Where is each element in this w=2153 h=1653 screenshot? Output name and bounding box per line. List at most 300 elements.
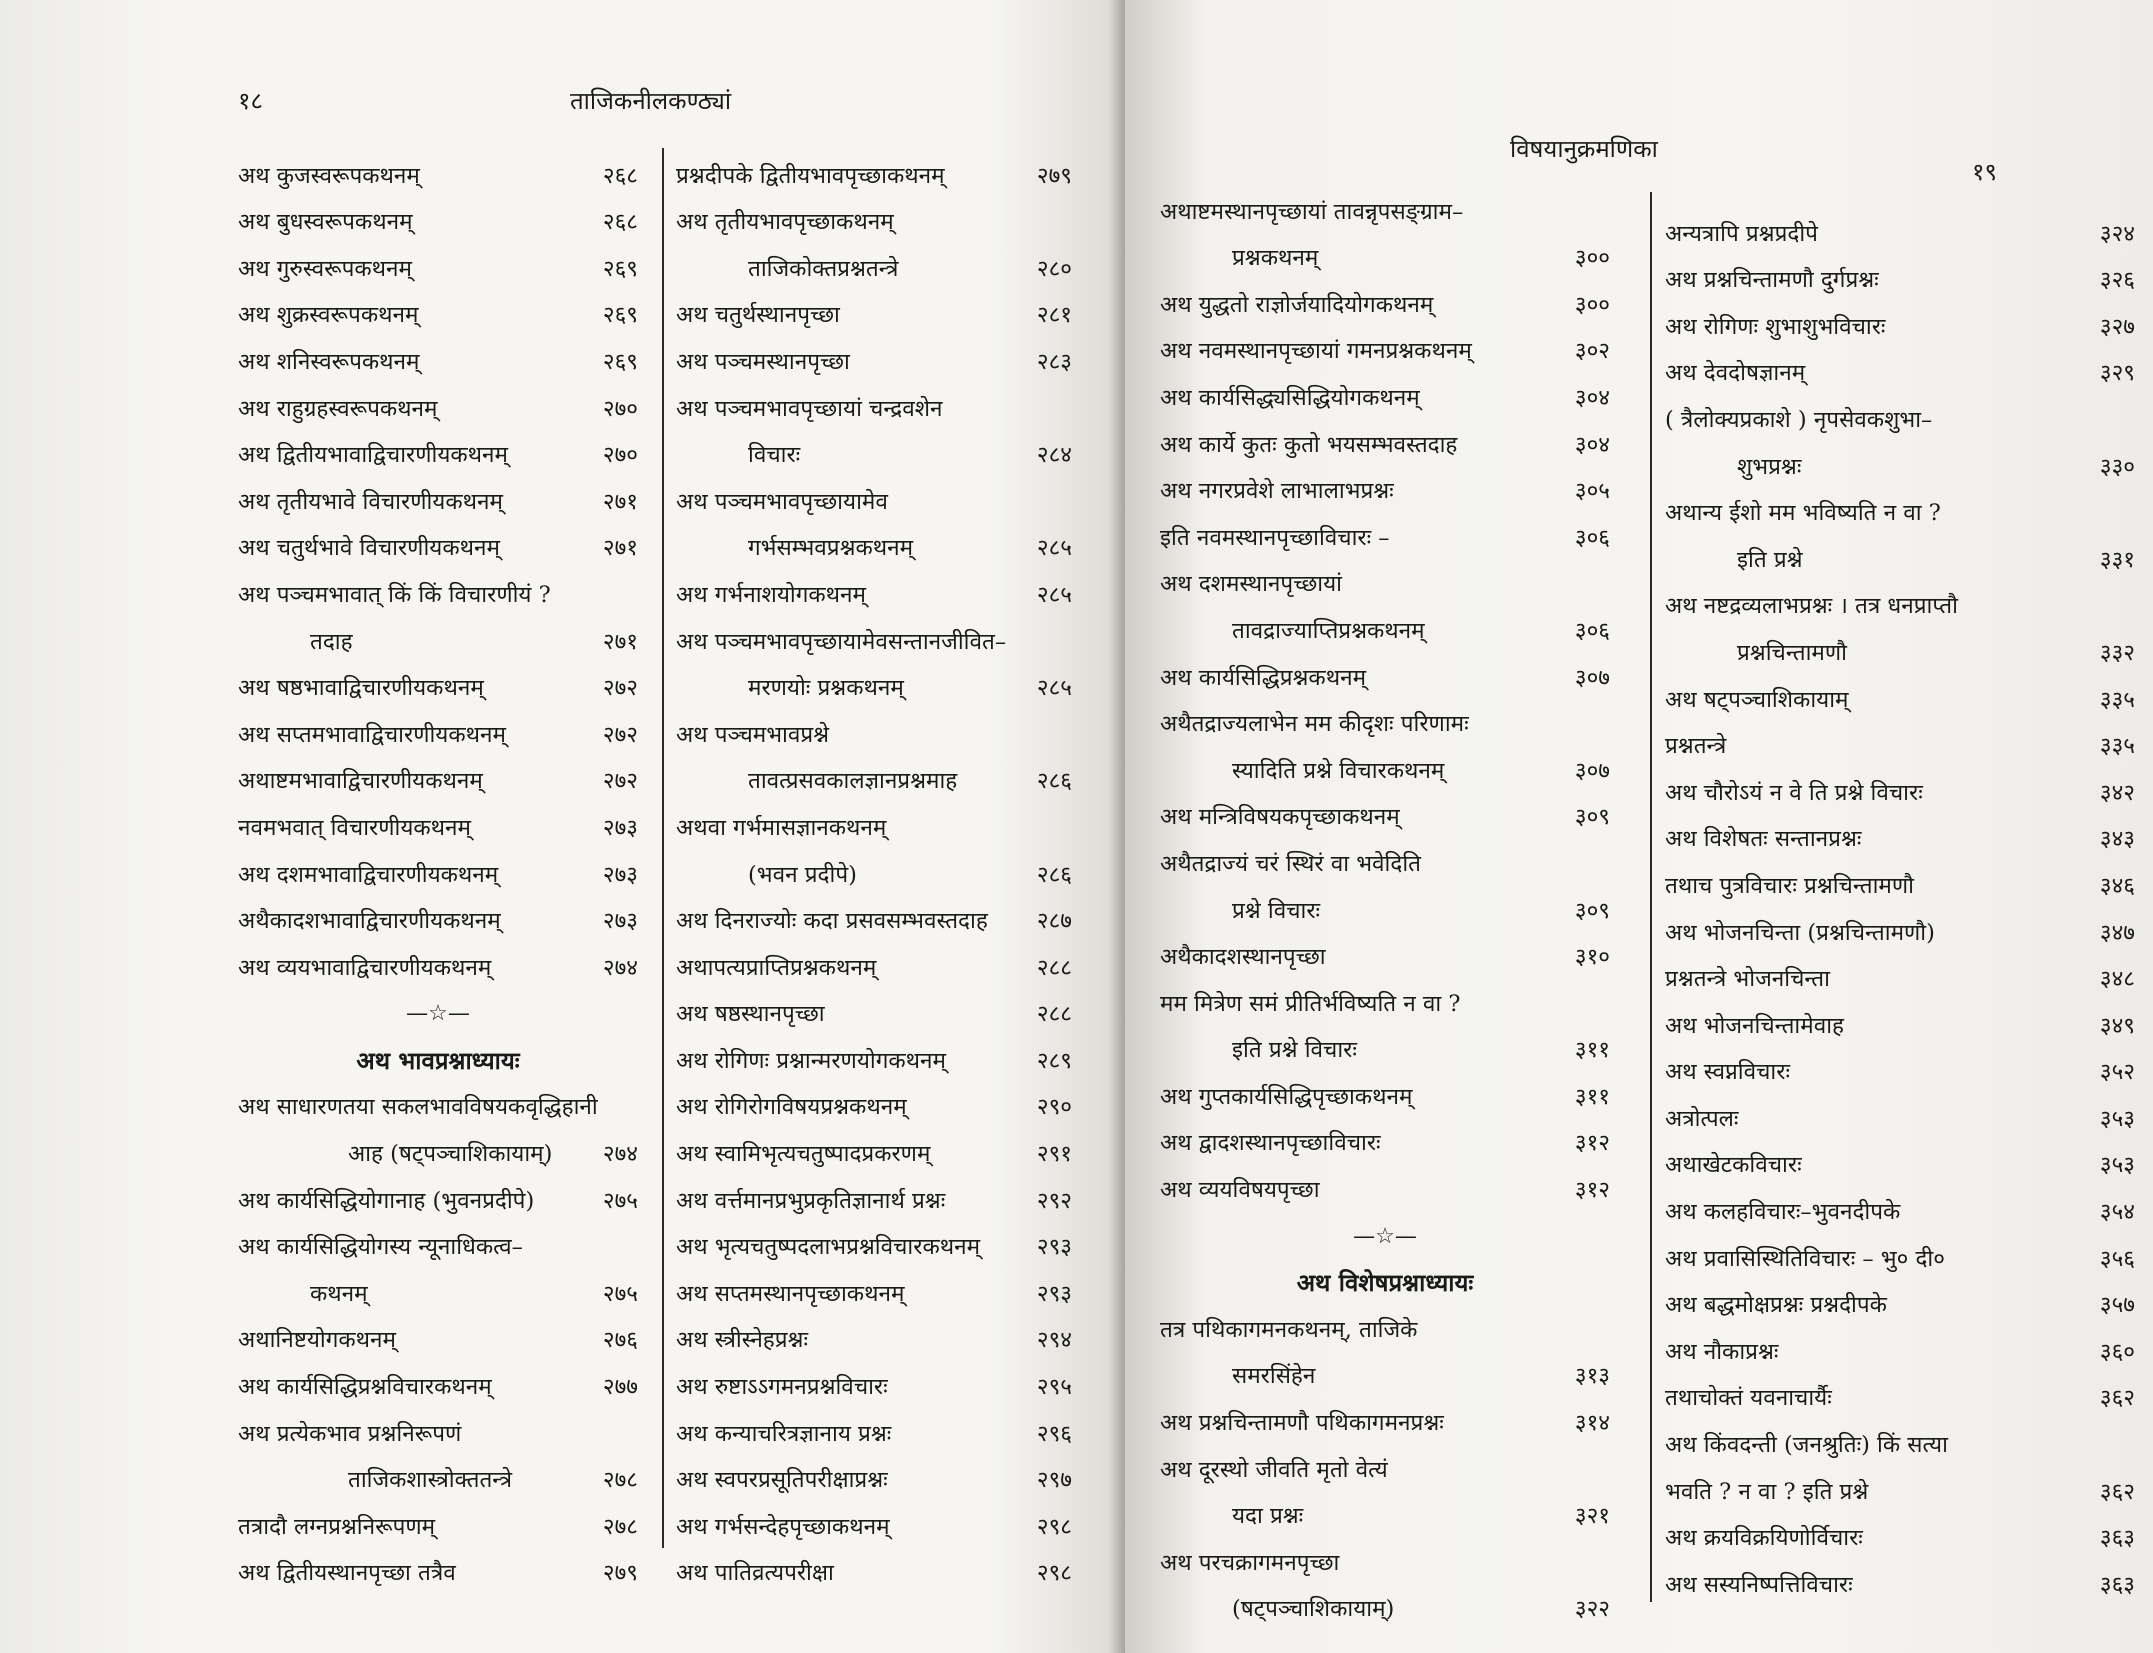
toc-entry <box>238 1074 638 1121</box>
toc-entry-page-number: ३१० <box>1574 944 1610 971</box>
toc-entry-title: कथनम् <box>310 1280 368 1307</box>
toc-entry-title: ( त्रैलोक्यप्रकाशे ) नृपसेवकशुभा– <box>1665 406 1933 433</box>
toc-entry-page-number: ३०७ <box>1574 664 1610 691</box>
toc-entry <box>676 1307 1072 1354</box>
toc-entry <box>1665 293 2135 340</box>
toc-entry <box>676 841 1072 888</box>
toc-entry-title: विचारः <box>748 442 801 469</box>
toc-entry-page-number: २८७ <box>1036 908 1072 935</box>
toc-entry <box>1665 713 2135 760</box>
toc-entry-title: अत्रोत्पलः <box>1665 1105 1739 1132</box>
toc-entry-title: अथाष्टमभावाद्विचारणीयकथनम् <box>238 768 483 795</box>
toc-entry <box>676 1120 1072 1167</box>
toc-entry-title: अथ रोगिरोगविषयप्रश्नकथनम् <box>676 1094 907 1121</box>
toc-entry <box>676 1447 1072 1494</box>
toc-entry-page-number: २९८ <box>1036 1513 1072 1540</box>
toc-entry-title: अथ गर्भसन्देहपृच्छाकथनम् <box>676 1513 890 1540</box>
toc-entry <box>1665 1225 2135 1272</box>
toc-entry-page-number: २८४ <box>1036 442 1072 469</box>
toc-entry <box>676 1214 1072 1261</box>
toc-column <box>1665 200 2135 1598</box>
toc-entry-page-number: २९३ <box>1036 1280 1072 1307</box>
toc-entry-page-number: ३४२ <box>2099 779 2135 806</box>
toc-entry-page-number: ३३० <box>2099 453 2135 480</box>
toc-entry <box>676 608 1072 655</box>
toc-entry <box>238 701 638 748</box>
toc-entry-title: अथ परचक्रागमनपृच्छा <box>1160 1549 1340 1576</box>
toc-entry-title: अथाखेटकविचारः <box>1665 1152 1802 1179</box>
toc-entry-page-number: २८९ <box>1036 1047 1072 1074</box>
toc-entry <box>238 235 638 282</box>
toc-entry-title: अथ तृतीयभावपृच्छाकथनम् <box>676 209 894 236</box>
toc-entry-page-number: २७३ <box>602 861 638 888</box>
toc-entry-title: प्रश्नतन्त्रे भोजनचिन्ता <box>1665 966 1830 993</box>
toc-entry <box>1665 992 2135 1039</box>
toc-entry <box>1160 504 1610 551</box>
toc-entry <box>1665 480 2135 527</box>
toc-entry-title: अथ नौकाप्रश्नः <box>1665 1338 1779 1365</box>
toc-entry <box>676 1167 1072 1214</box>
toc-entry-page-number: ३५४ <box>2099 1199 2135 1226</box>
toc-entry-title: अथ वर्त्तमानप्रभुप्रकृतिज्ञानार्थ प्रश्नः <box>676 1187 946 1214</box>
toc-entry-title: तावत्प्रसवकालज्ञानप्रश्नमाह <box>748 768 958 795</box>
toc-entry <box>676 282 1072 329</box>
toc-entry-title: अथ कार्यसिद्धिप्रश्नविचारकथनम् <box>238 1374 492 1401</box>
toc-entry-title: तत्रादौ लग्नप्रश्ननिरूपणम् <box>238 1513 436 1540</box>
toc-entry-title: अथ दशमभावाद्विचारणीयकथनम् <box>238 861 499 888</box>
toc-entry-page-number: ३०४ <box>1574 384 1610 411</box>
toc-entry <box>676 888 1072 935</box>
toc-entry-title: अथ भोजनचिन्तामेवाह <box>1665 1012 1844 1039</box>
toc-entry-page-number: ३०९ <box>1574 897 1610 924</box>
toc-entry <box>1160 411 1610 458</box>
toc-entry-title: (षट्पञ्चाशिकायाम्) <box>1232 1596 1395 1623</box>
toc-entry-title: अथ कार्यसिद्ध्यसिद्धियोगकथनम् <box>1160 384 1420 411</box>
toc-entry-title: अथ पञ्चमभावपृच्छायां चन्द्रवशेन <box>676 395 943 422</box>
toc-entry-page-number: ३२९ <box>2099 360 2135 387</box>
toc-entry <box>238 189 638 236</box>
toc-entry <box>676 1260 1072 1307</box>
toc-entry-title: प्रश्नदीपके द्वितीयभावपृच्छाकथनम् <box>676 162 945 189</box>
toc-entry <box>1665 1085 2135 1132</box>
toc-entry <box>1665 247 2135 294</box>
toc-entry-page-number: २९६ <box>1036 1420 1072 1447</box>
toc-entry <box>238 1120 638 1167</box>
toc-entry-page-number: २९८ <box>1036 1560 1072 1587</box>
toc-entry-page-number: ३२१ <box>1574 1503 1610 1530</box>
toc-entry-page-number: २६९ <box>602 255 638 282</box>
toc-entry <box>238 282 638 329</box>
column-divider <box>662 148 664 1548</box>
toc-entry-title: अथ कार्ये कुतः कुतो भयसम्भवस्तदाह <box>1160 431 1458 458</box>
toc-entry-page-number: २७२ <box>602 768 638 795</box>
toc-entry <box>1160 364 1610 411</box>
toc-entry <box>1665 1039 2135 1086</box>
toc-entry-page-number: ३०४ <box>1574 431 1610 458</box>
toc-entry-page-number: ३६० <box>2099 1338 2135 1365</box>
toc-entry-title: अथ रुष्टाऽऽगमनप्रश्नविचारः <box>676 1374 888 1401</box>
toc-entry <box>238 468 638 515</box>
toc-entry-page-number: ३५३ <box>2099 1105 2135 1132</box>
toc-entry <box>676 1074 1072 1121</box>
toc-entry-page-number: २७० <box>602 442 638 469</box>
toc-entry <box>1160 691 1610 738</box>
toc-entry <box>676 328 1072 375</box>
toc-entry <box>1665 1411 2135 1458</box>
toc-entry-title: अथ दशमस्थानपृच्छायां <box>1160 571 1342 598</box>
toc-entry <box>238 328 638 375</box>
toc-entry <box>1160 318 1610 365</box>
toc-entry-page-number: २७२ <box>602 675 638 702</box>
toc-entry <box>1665 1132 2135 1179</box>
toc-entry-page-number: ३४३ <box>2099 826 2135 853</box>
toc-entry-title: अथ गर्भनाशयोगकथनम् <box>676 581 866 608</box>
toc-column <box>676 142 1072 1586</box>
toc-entry-title: अथैतद्राज्यलाभेन मम कीदृशः परिणामः <box>1160 711 1469 738</box>
toc-entry <box>676 422 1072 469</box>
toc-entry-page-number: ३४८ <box>2099 966 2135 993</box>
toc-entry-page-number: ३६३ <box>2099 1525 2135 1552</box>
toc-entry <box>1665 200 2135 247</box>
toc-entry-page-number: ३५७ <box>2099 1292 2135 1319</box>
toc-entry-title: अथ व्ययविषयपृच्छा <box>1160 1177 1320 1204</box>
toc-entry <box>238 1493 638 1540</box>
toc-entry-page-number: २६८ <box>602 162 638 189</box>
toc-entry <box>1665 340 2135 387</box>
toc-entry <box>676 1400 1072 1447</box>
toc-entry <box>1160 458 1610 505</box>
toc-entry-page-number: २७९ <box>1036 162 1072 189</box>
toc-entry-title: अथैकादशभावाद्विचारणीयकथनम् <box>238 908 501 935</box>
toc-entry <box>1160 1576 1610 1623</box>
toc-entry-title: अथ चौरोऽयं न वे ति प्रश्ने विचारः <box>1665 779 1923 806</box>
toc-entry-page-number: २७५ <box>602 1280 638 1307</box>
toc-entry-title: अथ भोजनचिन्ता (प्रश्नचिन्तामणौ) <box>1665 919 1935 946</box>
toc-entry <box>1665 806 2135 853</box>
toc-entry <box>1160 1389 1610 1436</box>
toc-entry-title: अथ दिनराज्योः कदा प्रसवसम्भवस्तदाह <box>676 908 988 935</box>
toc-entry-page-number: ३१४ <box>1574 1410 1610 1437</box>
toc-entry-title: भवति ? न वा ? इति प्रश्ने <box>1665 1478 1869 1505</box>
toc-entry-page-number: २७२ <box>602 721 638 748</box>
toc-entry-title: आह (षट्पञ्चाशिकायाम्) <box>348 1141 553 1168</box>
toc-entry <box>1160 1529 1610 1576</box>
toc-entry-title: अथैतद्राज्यं चरं स्थिरं वा भवेदिति <box>1160 850 1421 877</box>
toc-entry-title: प्रश्नकथनम् <box>1232 245 1319 272</box>
toc-entry-title: अथ शुक्रस्वरूपकथनम् <box>238 302 419 329</box>
toc-entry-title: तथाच पुत्रविचारः प्रश्नचिन्तामणौ <box>1665 872 1914 899</box>
toc-entry-title: अथ कन्याचरित्रज्ञानाय प्रश्नः <box>676 1420 892 1447</box>
toc-entry <box>238 1214 638 1261</box>
toc-entry-title: अथ शनिस्वरूपकथनम् <box>238 348 420 375</box>
toc-entry <box>676 934 1072 981</box>
toc-entry-page-number: २६९ <box>602 348 638 375</box>
toc-entry-title: अन्यत्रापि प्रश्नप्रदीपे <box>1665 220 1818 247</box>
toc-entry-page-number: २७९ <box>602 1560 638 1587</box>
toc-entry <box>238 1447 638 1494</box>
toc-entry <box>676 235 1072 282</box>
toc-entry-title: अथ नष्टद्रव्यलाभप्रश्नः । तत्र धनप्राप्तौ <box>1665 593 1958 620</box>
toc-entry-page-number: ३०० <box>1574 291 1610 318</box>
toc-entry-page-number: २९५ <box>1036 1374 1072 1401</box>
toc-entry-title: अथ व्ययभावाद्विचारणीयकथनम् <box>238 954 492 981</box>
toc-entry-page-number: ३२७ <box>2099 313 2135 340</box>
toc-entry-title: अथ द्वादशस्थानपृच्छाविचारः <box>1160 1130 1381 1157</box>
toc-entry-page-number: २९४ <box>1036 1327 1072 1354</box>
toc-entry <box>1160 1436 1610 1483</box>
toc-entry-title: अथवा गर्भमासज्ञानकथनम् <box>676 814 887 841</box>
toc-entry <box>238 515 638 562</box>
toc-entry <box>1160 1063 1610 1110</box>
toc-entry-page-number: २७१ <box>602 535 638 562</box>
toc-entry-page-number: २७४ <box>602 1141 638 1168</box>
toc-entry <box>238 888 638 935</box>
toc-entry-title: अथ रोगिणः शुभाशुभविचारः <box>1665 313 1886 340</box>
toc-entry <box>1665 1272 2135 1319</box>
toc-entry-page-number: ३५६ <box>2099 1245 2135 1272</box>
toc-entry <box>1160 737 1610 784</box>
toc-entry-page-number: ३०५ <box>1574 478 1610 505</box>
toc-entry-title: अथ षष्ठस्थानपृच्छा <box>676 1001 825 1028</box>
toc-entry-title: अथ नगरप्रवेशे लाभालाभप्रश्नः <box>1160 478 1394 505</box>
running-head: ताजिकनीलकण्ठ्यां <box>570 87 732 115</box>
toc-entry <box>1160 1343 1610 1390</box>
toc-entry-title: अथ गुरुस्वरूपकथनम् <box>238 255 412 282</box>
toc-entry-page-number: ३४७ <box>2099 919 2135 946</box>
toc-entry-title: अथ प्रश्नचिन्तामणौ पथिकागमनप्रश्नः <box>1160 1410 1444 1437</box>
toc-entry-page-number: २७८ <box>602 1513 638 1540</box>
toc-entry <box>676 1353 1072 1400</box>
toc-entry <box>676 1493 1072 1540</box>
toc-entry <box>238 608 638 655</box>
toc-entry <box>1160 830 1610 877</box>
toc-entry-title: अथ षट्पञ्चाशिकायाम् <box>1665 686 1849 713</box>
toc-entry-title: अथाष्टमस्थानपृच्छायां तावन्नृपसङ्ग्राम– <box>1160 198 1464 225</box>
toc-entry <box>1160 1017 1610 1064</box>
toc-entry <box>676 981 1072 1028</box>
toc-entry-page-number: २७६ <box>602 1327 638 1354</box>
toc-entry-title: अथ युद्धतो राज्ञोर्जयादियोगकथनम् <box>1160 291 1434 318</box>
toc-entry <box>1160 1156 1610 1203</box>
toc-entry <box>676 1027 1072 1074</box>
toc-entry-title: अथ क्रयविक्रयिणोर्विचारः <box>1665 1525 1863 1552</box>
toc-entry-title: अथ द्वितीयस्थानपृच्छा तत्रैव <box>238 1560 456 1587</box>
toc-entry-page-number: २८५ <box>1036 675 1072 702</box>
toc-entry-title: अथ पञ्चमभावात् किं किं विचारणीयं ? <box>238 581 551 608</box>
toc-entry-title: अथ चतुर्थभावे विचारणीयकथनम् <box>238 535 500 562</box>
toc-entry-title: अथ भृत्यचतुष्पदलाभप्रश्नविचारकथनम् <box>676 1234 981 1261</box>
toc-entry <box>1665 619 2135 666</box>
toc-entry-title: अथ प्रवासिस्थितिविचारः – भु० दी० <box>1665 1245 1945 1272</box>
toc-entry <box>1160 1296 1610 1343</box>
toc-entry-title: अथैकादशस्थानपृच्छा <box>1160 944 1326 971</box>
toc-entry-title: अथ स्वामिभृत्यचतुष्पादप्रकरणम् <box>676 1141 931 1168</box>
toc-entry-title: अथ गुप्तकार्यसिद्धिपृच्छाकथनम् <box>1160 1083 1413 1110</box>
toc-entry <box>676 189 1072 236</box>
section-heading: अथ विशेषप्रश्नाध्यायः <box>1296 1268 1474 1298</box>
toc-entry-page-number: ३५३ <box>2099 1152 2135 1179</box>
toc-entry-title: अथानिष्टयोगकथनम् <box>238 1327 396 1354</box>
toc-entry-title: अथ किंवदन्ती (जनश्रुतिः) किं सत्या <box>1665 1432 1948 1459</box>
toc-entry-title: इति नवमस्थानपृच्छाविचारः – <box>1160 524 1390 551</box>
toc-entry-title: अथ प्रश्नचिन्तामणौ दुर्गप्रश्नः <box>1665 267 1879 294</box>
toc-entry-title: इति प्रश्ने विचारः <box>1232 1037 1357 1064</box>
toc-entry <box>238 934 638 981</box>
toc-entry-page-number: २७८ <box>602 1467 638 1494</box>
toc-entry <box>1665 526 2135 573</box>
toc-entry-page-number: २७१ <box>602 488 638 515</box>
running-head: विषयानुक्रमणिका <box>1510 135 1658 163</box>
toc-entry-page-number: २९१ <box>1036 1141 1072 1168</box>
toc-entry-title: अथ तृतीयभावे विचारणीयकथनम् <box>238 488 503 515</box>
page-number: १९ <box>1972 158 1997 186</box>
toc-entry <box>676 794 1072 841</box>
toc-entry-title: अथ कार्यसिद्धियोगानाह (भुवनप्रदीपे) <box>238 1187 535 1214</box>
toc-entry <box>1160 877 1610 924</box>
toc-entry-title: अथ द्वितीयभावाद्विचारणीयकथनम् <box>238 442 508 469</box>
column-divider <box>1650 192 1652 1602</box>
toc-entry-title: नवमभवात् विचारणीयकथनम् <box>238 814 471 841</box>
toc-entry-page-number: २९२ <box>1036 1187 1072 1214</box>
toc-entry <box>676 515 1072 562</box>
toc-entry-page-number: ३६३ <box>2099 1571 2135 1598</box>
toc-entry-page-number: २७१ <box>602 628 638 655</box>
toc-entry-page-number: २८८ <box>1036 1001 1072 1028</box>
toc-entry-page-number: ३२२ <box>1574 1596 1610 1623</box>
toc-entry-title: गर्भसम्भवप्रश्नकथनम् <box>748 535 914 562</box>
toc-entry-title: तत्र पथिकागमनकथनम्, ताजिके <box>1160 1316 1418 1343</box>
toc-entry-page-number: ३०० <box>1574 245 1610 272</box>
toc-entry <box>1665 899 2135 946</box>
toc-entry-title: प्रश्नतन्त्रे <box>1665 733 1727 760</box>
toc-entry-title: अथ पातिव्रत्यपरीक्षा <box>676 1560 834 1587</box>
toc-entry <box>238 422 638 469</box>
toc-entry-page-number: ३०७ <box>1574 757 1610 784</box>
toc-entry-page-number: २७० <box>602 395 638 422</box>
toc-entry-title: अथ रोगिणः प्रश्नान्मरणयोगकथनम् <box>676 1047 946 1074</box>
toc-entry-page-number: २८५ <box>1036 581 1072 608</box>
toc-entry <box>238 748 638 795</box>
toc-entry <box>238 794 638 841</box>
toc-entry <box>238 375 638 422</box>
toc-entry-title: अथ राहुग्रहस्वरूपकथनम् <box>238 395 438 422</box>
toc-entry-title: अथ पञ्चमभावपृच्छायामेव <box>676 488 888 515</box>
toc-entry <box>238 655 638 702</box>
toc-entry-page-number: ३१२ <box>1574 1130 1610 1157</box>
toc-entry-page-number: ३३२ <box>2099 639 2135 666</box>
toc-entry <box>1160 970 1610 1017</box>
toc-entry-page-number: २८६ <box>1036 768 1072 795</box>
toc-entry-title: अथ पञ्चमभावप्रश्ने <box>676 721 830 748</box>
toc-entry-page-number: २८१ <box>1036 302 1072 329</box>
page-number: १८ <box>238 87 263 115</box>
toc-entry-title: अथ कार्यसिद्धियोगस्य न्यूनाधिकत्व– <box>238 1234 523 1261</box>
toc-entry <box>676 468 1072 515</box>
toc-entry-page-number: २७५ <box>602 1187 638 1214</box>
toc-entry-title: अथ प्रत्येकभाव प्रश्ननिरूपणं <box>238 1420 462 1447</box>
toc-entry-page-number: ३०६ <box>1574 524 1610 551</box>
toc-entry <box>1665 759 2135 806</box>
toc-entry-title: ताजिकोक्तप्रश्नतन्त्रे <box>748 255 899 282</box>
toc-entry <box>1665 1365 2135 1412</box>
toc-entry-title: शुभप्रश्नः <box>1737 453 1802 480</box>
toc-entry-title: अथ पञ्चमभावपृच्छायामेवसन्तानजीवित– <box>676 628 1007 655</box>
toc-entry-title: अथापत्यप्राप्तिप्रश्नकथनम् <box>676 954 877 981</box>
toc-entry-page-number: २६९ <box>602 302 638 329</box>
toc-entry-title: अथान्य ईशो मम भविष्यति न वा ? <box>1665 500 1941 527</box>
toc-entry-title: अथ सप्तमभावाद्विचारणीयकथनम् <box>238 721 506 748</box>
toc-entry <box>676 655 1072 702</box>
toc-entry-page-number: ३४९ <box>2099 1012 2135 1039</box>
toc-entry-page-number: ३०६ <box>1574 617 1610 644</box>
toc-entry-page-number: २७३ <box>602 908 638 935</box>
toc-entry-title: तथाचोक्तं यवनाचार्यैः <box>1665 1385 1832 1412</box>
toc-entry <box>676 142 1072 189</box>
toc-entry-title: अथ स्त्रीस्नेहप्रश्नः <box>676 1327 809 1354</box>
toc-entry <box>676 375 1072 422</box>
toc-entry <box>1665 433 2135 480</box>
toc-column <box>238 142 638 1586</box>
toc-entry-page-number: ३३५ <box>2099 733 2135 760</box>
right-page <box>1125 0 2153 1653</box>
toc-entry-page-number: २७७ <box>602 1374 638 1401</box>
toc-entry-page-number: ३३१ <box>2099 546 2135 573</box>
toc-entry-title: मम मित्रेण समं प्रीतिर्भविष्यति न वा ? <box>1160 990 1461 1017</box>
toc-entry-title: अथ बद्धमोक्षप्रश्नः प्रश्नदीपके <box>1665 1292 1887 1319</box>
toc-entry <box>676 561 1072 608</box>
toc-entry-title: अथ चतुर्थस्थानपृच्छा <box>676 302 840 329</box>
toc-entry-title: अथ नवमस्थानपृच्छायां गमनप्रश्नकथनम् <box>1160 338 1472 365</box>
toc-entry-title: तावद्राज्याप्तिप्रश्नकथनम् <box>1232 617 1425 644</box>
toc-entry-page-number: २७३ <box>602 814 638 841</box>
toc-entry-title: अथ पञ्चमस्थानपृच्छा <box>676 348 850 375</box>
toc-entry-title: मरणयोः प्रश्नकथनम् <box>748 675 904 702</box>
toc-entry <box>1160 784 1610 831</box>
toc-entry-page-number: २९३ <box>1036 1234 1072 1261</box>
toc-entry <box>1665 852 2135 899</box>
toc-entry <box>1160 644 1610 691</box>
toc-entry-title: अथ कुजस्वरूपकथनम् <box>238 162 420 189</box>
toc-entry <box>238 1353 638 1400</box>
toc-entry <box>238 1400 638 1447</box>
toc-entry <box>238 142 638 189</box>
toc-entry-title: यदा प्रश्नः <box>1232 1503 1304 1530</box>
toc-entry-title: अथ स्वप्नविचारः <box>1665 1059 1790 1086</box>
toc-entry-title: स्यादिति प्रश्ने विचारकथनम् <box>1232 757 1445 784</box>
toc-entry <box>1160 551 1610 598</box>
toc-entry-title: अथ कार्यसिद्धिप्रश्नकथनम् <box>1160 664 1367 691</box>
toc-entry <box>1160 1483 1610 1530</box>
toc-entry-page-number: ३१३ <box>1574 1363 1610 1390</box>
toc-entry <box>1160 271 1610 318</box>
toc-entry-title: अथ देवदोषज्ञानम् <box>1665 360 1806 387</box>
section-heading: अथ भावप्रश्नाध्यायः <box>356 1045 520 1075</box>
toc-entry <box>1665 573 2135 620</box>
toc-entry <box>1665 1318 2135 1365</box>
toc-entry-page-number: ३११ <box>1574 1083 1610 1110</box>
toc-entry <box>1665 946 2135 993</box>
toc-entry <box>1160 225 1610 272</box>
toc-entry <box>1160 1110 1610 1157</box>
toc-entry-title: तदाह <box>310 628 353 655</box>
toc-entry <box>1665 1178 2135 1225</box>
toc-entry <box>676 1540 1072 1587</box>
toc-entry <box>238 1307 638 1354</box>
toc-entry-title: इति प्रश्ने <box>1737 546 1803 573</box>
toc-entry <box>1160 178 1610 225</box>
toc-entry-page-number: २८८ <box>1036 954 1072 981</box>
toc-entry <box>238 1167 638 1214</box>
